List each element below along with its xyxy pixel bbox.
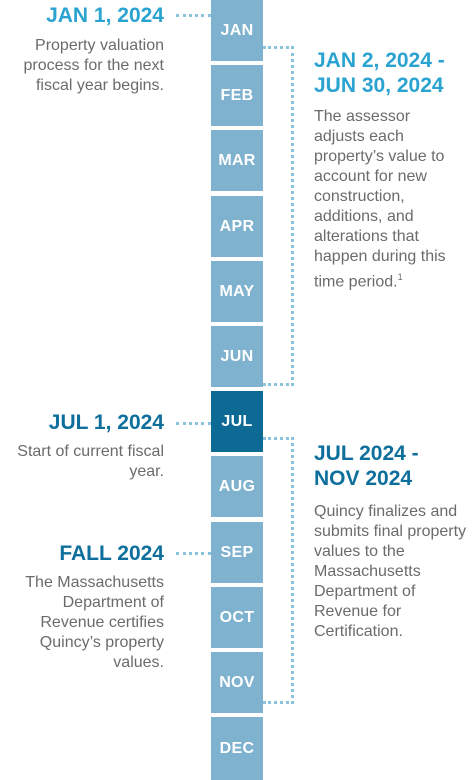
event-jan-jun-description (314, 107, 462, 292)
event-fall-title: FALL 2024 (59, 542, 164, 565)
event-jul1-title: JUL 1, 2024 (48, 411, 164, 434)
month-jul: JUL (211, 391, 263, 452)
month-mar: MAR (211, 130, 263, 191)
event-jan-jun-title-line2: JUN 30, 2024 (314, 74, 444, 97)
month-sep: SEP (211, 522, 263, 583)
month-jan: JAN (211, 0, 263, 61)
month-jun: JUN (211, 326, 263, 387)
jul-nov-bracket (263, 437, 294, 704)
event-jul-nov-title-line1: JUL 2024 - (314, 442, 419, 465)
fall-connector (176, 552, 211, 555)
jul1-connector (176, 422, 211, 425)
event-jul1-description: Start of current fiscal year. (17, 443, 164, 480)
event-fall-description: The Massachusetts Department of Revenue certifies Quincy’s property values. (25, 574, 164, 671)
month-apr: APR (211, 196, 263, 257)
event-jul-nov-description: Quincy finalizes and submits final property values to the Massachusetts Department of Revenue for Certification. (314, 503, 467, 640)
event-jan1-description: Property valuation process for the next fiscal year begins. (23, 37, 164, 94)
jan-jun-bracket (263, 46, 294, 386)
month-may: MAY (211, 261, 263, 322)
month-aug: AUG (211, 456, 263, 517)
event-jan1-title: JAN 1, 2024 (46, 4, 164, 27)
event-jul-nov-title (314, 441, 419, 491)
event-jul-nov-title-line2: NOV 2024 (314, 467, 413, 490)
month-nov: NOV (211, 652, 263, 713)
month-feb: FEB (211, 65, 263, 126)
jan1-connector (176, 14, 211, 17)
month-dec: DEC (211, 717, 263, 780)
footnote-marker: 1 (397, 272, 403, 282)
month-oct: OCT (211, 587, 263, 648)
month-timeline (211, 0, 263, 780)
event-jan-jun-description-text: The assessor adjusts each property’s value to account for new construction, additions, and alterations that happen during this time period. (314, 108, 446, 291)
event-jan-jun-title (314, 48, 445, 98)
event-jan-jun-title-line1: JAN 2, 2024 - (314, 49, 445, 72)
